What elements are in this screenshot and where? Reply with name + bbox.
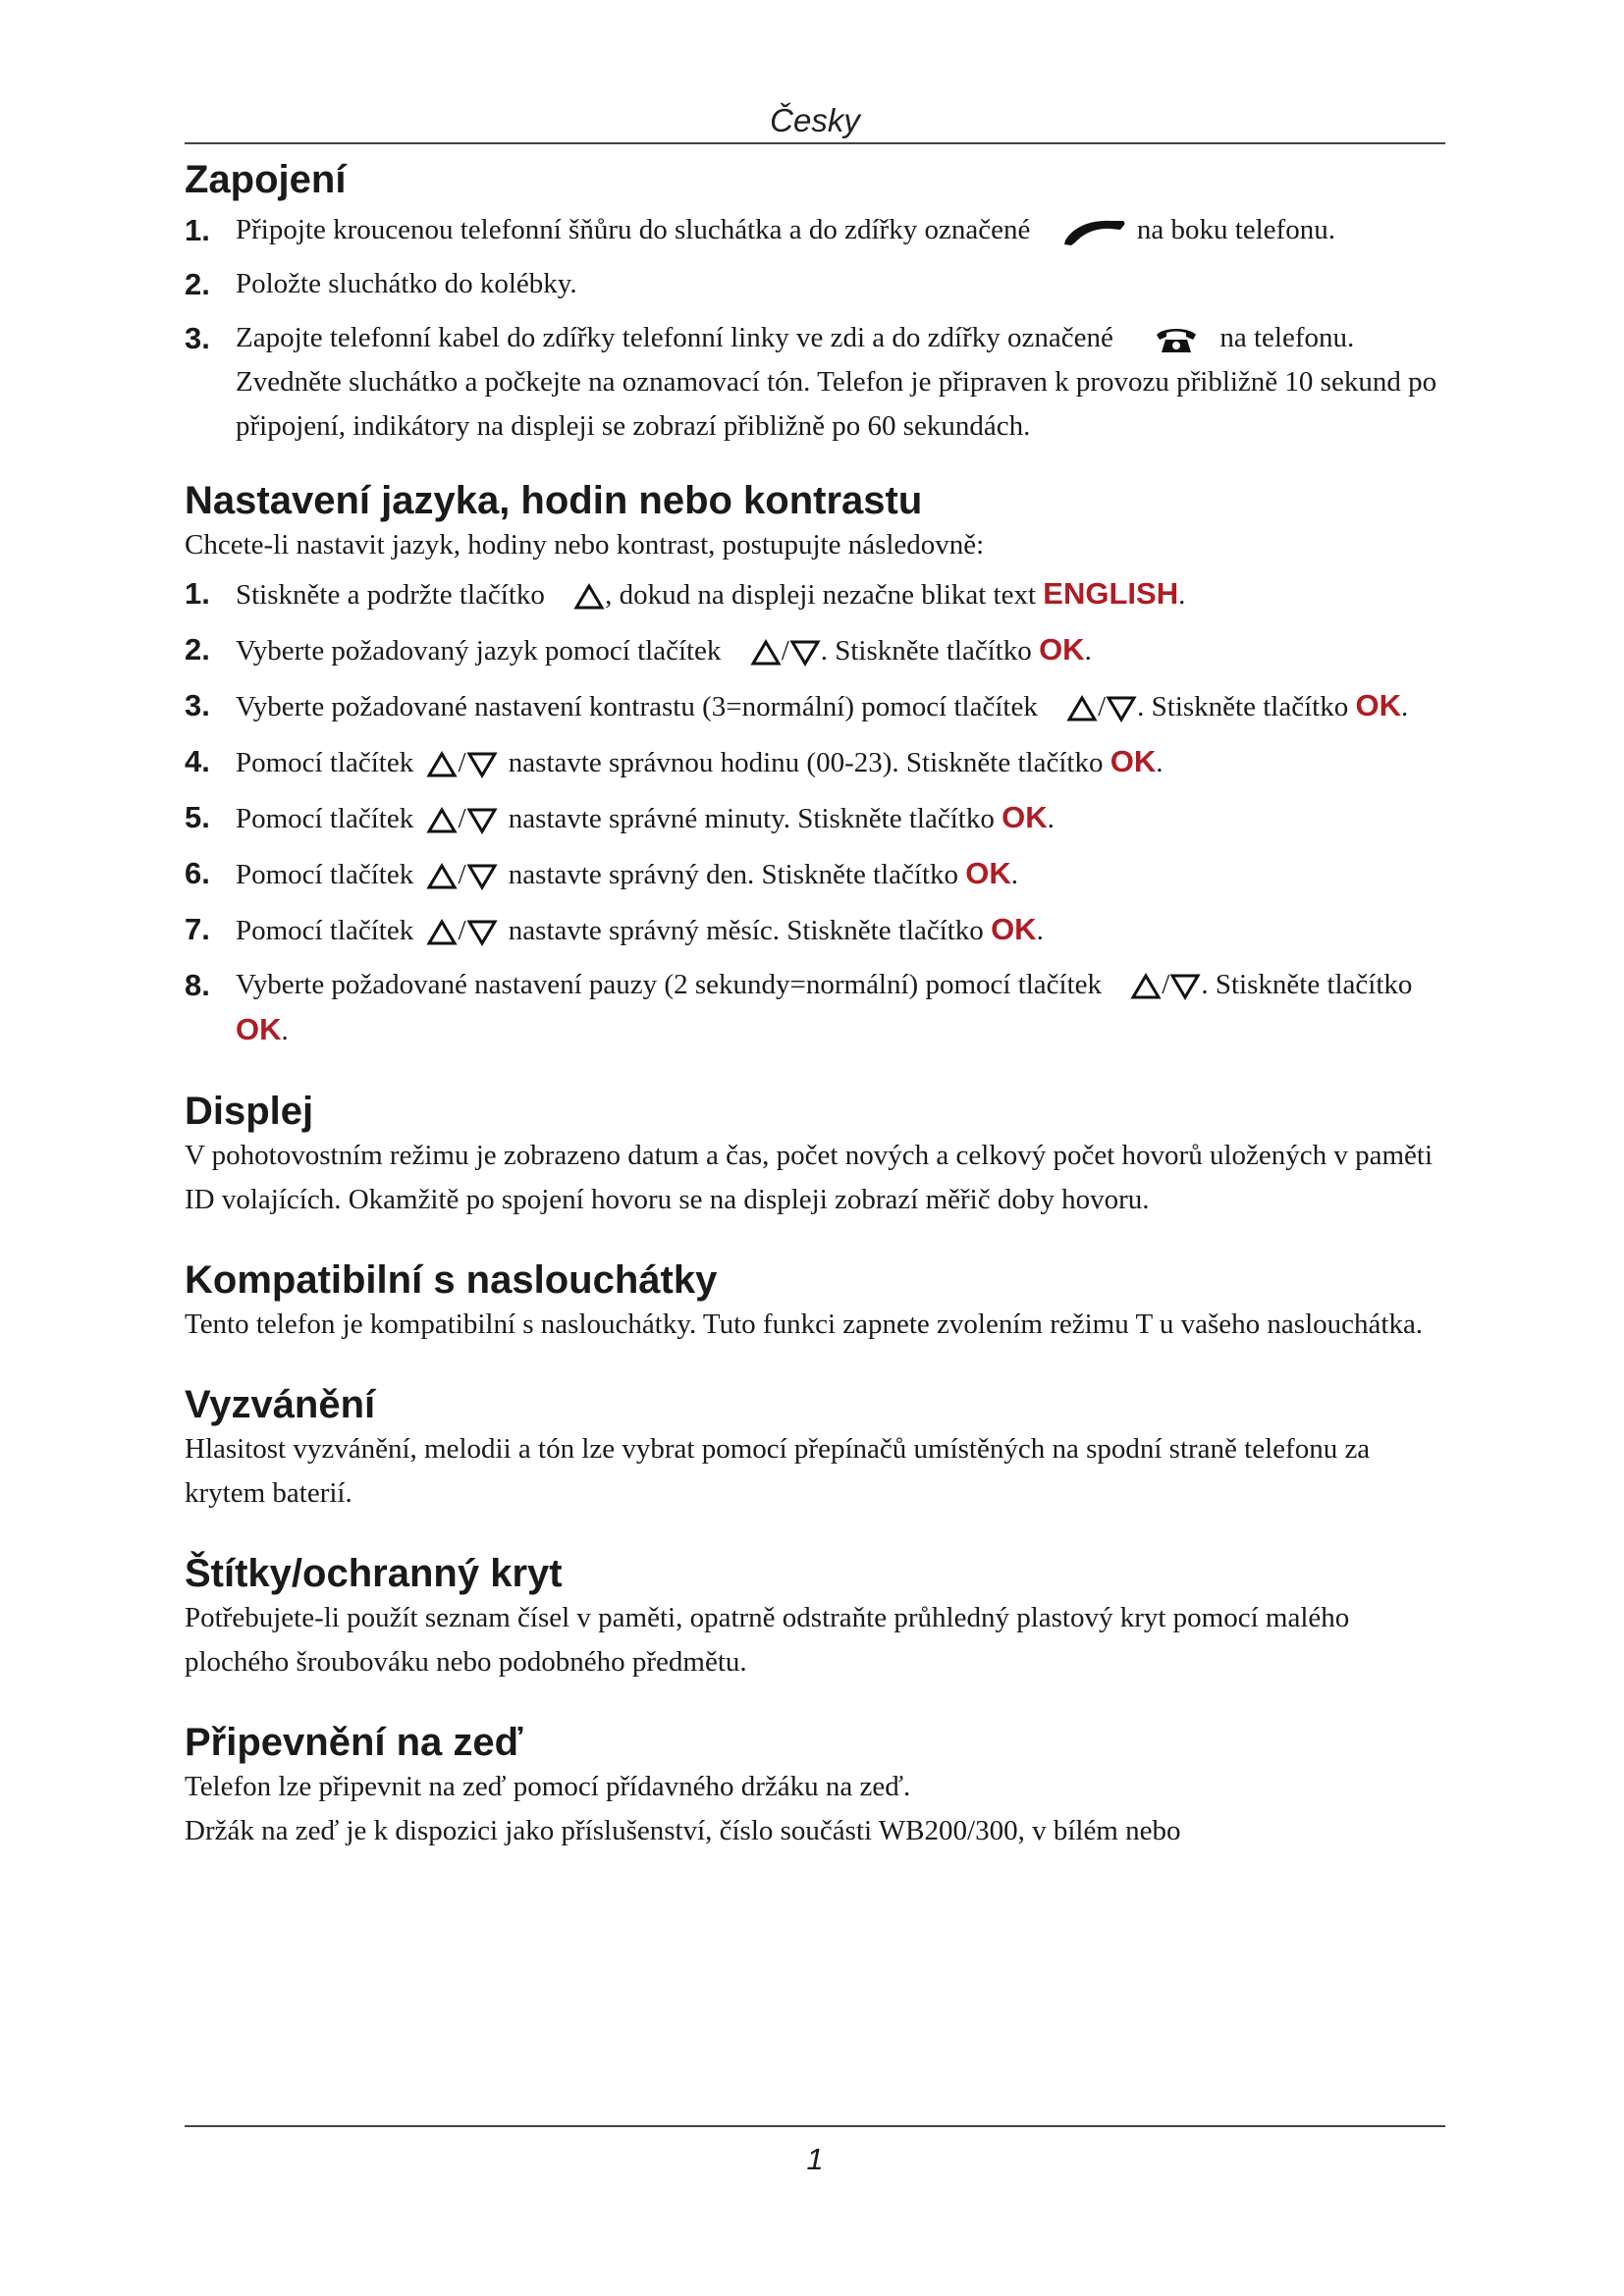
highlight-keyword: OK <box>236 1012 282 1046</box>
step-text-after: na telefonu. Zvedněte sluchátko a počkejte na oznamovací tón. Telefon je připraven k provozu přibližně 10 sekund po připojení, indikátory na displeji se zobrazí přibližně po 60 sekundách. <box>236 322 1437 442</box>
section-title: Připevnění na zeď <box>185 1721 523 1764</box>
step-text-a: Vyberte požadované nastavení pauzy (2 sekundy=normální) pomocí tlačítek <box>236 969 1103 1000</box>
step-text-b: nastavte správný měsíc. Stiskněte tlačítko <box>508 915 984 946</box>
list-item <box>185 907 1445 953</box>
section-text: Tento telefon je kompatibilní s naslouchátky. Tuto funkci zapnete zvolením režimu T u vašeho naslouchátka. <box>185 1308 1424 1340</box>
section-intro: Chcete-li nastavit jazyk, hodiny nebo kontrast, postupujte následovně: <box>185 529 985 561</box>
down-arrow-icon <box>1106 695 1137 722</box>
step-text <box>236 907 1445 953</box>
step-number: 3. <box>185 321 210 355</box>
section-kompatibilni <box>185 1257 1445 1347</box>
up-arrow-icon <box>426 863 458 890</box>
step-text-b: . Stiskněte tlačítko <box>1201 969 1413 1000</box>
section-displej <box>185 1089 1445 1222</box>
step-text-c: . <box>1084 635 1092 667</box>
up-arrow-icon <box>573 583 605 611</box>
step-text-c: . <box>281 1015 289 1046</box>
step-text-c: . <box>1036 915 1044 946</box>
step-text-a: Pomocí tlačítek <box>236 859 414 890</box>
section-title: Displej <box>185 1090 314 1133</box>
steps-list <box>185 571 1445 1053</box>
list-item <box>185 316 1445 449</box>
step-text-before: Zapojte telefonní kabel do zdířky telefonní linky ve zdi a do zdířky označené <box>236 322 1113 353</box>
section-text: V pohotovostním režimu je zobrazeno datum a čas, počet nových a celkový počet hovorů uložených v paměti ID volajících. Okamžitě po spojení hovoru se na displeji zobrazí měřič doby hovoru. <box>185 1140 1434 1215</box>
section-title: Kompatibilní s naslouchátky <box>185 1258 718 1302</box>
step-text <box>236 316 1445 449</box>
page-content <box>185 157 1445 1853</box>
step-text-c: . <box>1047 803 1055 834</box>
footer-rule <box>185 2125 1445 2127</box>
page-header-title: Česky <box>770 102 860 138</box>
phone-line-icon <box>1154 325 1199 354</box>
section-text: Hlasitost vyzvánění, melodii a tón lze vybrat pomocí přepínačů umístěných na spodní straně telefonu za krytem baterií. <box>185 1433 1371 1509</box>
highlight-keyword: OK <box>1001 800 1048 834</box>
list-item <box>185 262 1445 306</box>
section-text-line2: Držák na zeď je k dispozici jako příslušenství, číslo součásti WB200/300, v bílém nebo <box>185 1815 1181 1846</box>
step-text <box>236 963 1445 1053</box>
section-stitky <box>185 1551 1445 1684</box>
up-arrow-icon <box>1130 973 1162 1000</box>
highlight-keyword: OK <box>1355 688 1401 722</box>
step-number: 2. <box>185 632 210 667</box>
step-text-c: . <box>1178 579 1186 611</box>
step-text-a: Vyberte požadované nastavení kontrastu (3=normální) pomocí tlačítek <box>236 691 1038 722</box>
arrow-separator: / <box>781 635 789 667</box>
step-text-a: Pomocí tlačítek <box>236 747 414 778</box>
section-pripevneni <box>185 1720 1445 1853</box>
step-text <box>236 795 1445 841</box>
up-arrow-icon <box>426 751 458 778</box>
section-title: Zapojení <box>185 158 347 201</box>
section-text-line1: Telefon lze připevnit na zeď pomocí přídavného držáku na zeď. <box>185 1771 911 1802</box>
up-arrow-icon <box>1066 695 1098 722</box>
down-arrow-icon <box>466 919 498 946</box>
highlight-keyword: OK <box>1110 744 1157 778</box>
down-arrow-icon <box>466 751 498 778</box>
step-number: 8. <box>185 968 210 1002</box>
section-zapojeni <box>185 157 1445 449</box>
handset-icon <box>1059 217 1128 246</box>
down-arrow-icon <box>789 639 821 667</box>
highlight-keyword: ENGLISH <box>1043 576 1179 611</box>
section-title: Vyzvánění <box>185 1383 376 1426</box>
arrow-separator: / <box>1162 969 1170 1000</box>
step-text <box>236 627 1445 673</box>
step-number: 1. <box>185 576 210 611</box>
step-text-before: Připojte kroucenou telefonní šňůru do sluchátka a do zdířky označené <box>236 214 1031 245</box>
step-text-a: Stiskněte a podržte tlačítko <box>236 579 545 611</box>
arrow-separator: / <box>1098 691 1107 722</box>
step-text-a: Vyberte požadovaný jazyk pomocí tlačítek <box>236 635 722 667</box>
step-text-c: . <box>1156 747 1164 778</box>
section-title: Nastavení jazyka, hodin nebo kontrastu <box>185 479 923 522</box>
highlight-keyword: OK <box>965 856 1011 890</box>
step-text <box>236 739 1445 785</box>
step-text-after: na boku telefonu. <box>1136 214 1335 245</box>
section-vyzvaneni <box>185 1382 1445 1516</box>
down-arrow-icon <box>1169 973 1201 1000</box>
section-title: Štítky/ochranný kryt <box>185 1552 563 1595</box>
up-arrow-icon <box>426 807 458 834</box>
down-arrow-icon <box>466 807 498 834</box>
step-text <box>236 683 1445 729</box>
arrow-separator: / <box>458 915 466 946</box>
list-item <box>185 571 1445 617</box>
up-arrow-icon <box>426 919 458 946</box>
page <box>185 0 1445 2296</box>
step-text-c: . <box>1010 859 1019 890</box>
page-number: 1 <box>806 2142 824 2176</box>
highlight-keyword: OK <box>991 912 1037 946</box>
list-item <box>185 208 1445 252</box>
arrow-separator: / <box>458 803 466 834</box>
step-number: 5. <box>185 800 210 834</box>
section-nastaveni <box>185 478 1445 1053</box>
step-number: 7. <box>185 912 210 946</box>
step-text-b: . Stiskněte tlačítko <box>820 635 1032 667</box>
step-number: 6. <box>185 856 210 890</box>
section-text: Potřebujete-li použít seznam čísel v paměti, opatrně odstraňte průhledný plastový kryt pomocí malého plochého šroubováku nebo podobného předmětu. <box>185 1602 1350 1678</box>
step-text-b: , dokud na displeji nezačne blikat text <box>605 579 1037 611</box>
list-item <box>185 795 1445 841</box>
list-item <box>185 627 1445 673</box>
step-text-a: Pomocí tlačítek <box>236 803 414 834</box>
list-item <box>185 851 1445 897</box>
arrow-separator: / <box>458 859 466 890</box>
step-text <box>236 208 1445 252</box>
list-item <box>185 739 1445 785</box>
arrow-separator: / <box>458 747 466 778</box>
steps-list <box>185 208 1445 449</box>
step-number: 4. <box>185 744 210 778</box>
step-text-a: Pomocí tlačítek <box>236 915 414 946</box>
step-text-b: nastavte správný den. Stiskněte tlačítko <box>508 859 959 890</box>
down-arrow-icon <box>466 863 498 890</box>
step-text-b: nastavte správné minuty. Stiskněte tlačítko <box>508 803 995 834</box>
step-number: 1. <box>185 213 210 247</box>
step-number: 2. <box>185 267 210 301</box>
step-text-b: nastavte správnou hodinu (00-23). Stiskněte tlačítko <box>508 747 1104 778</box>
highlight-keyword: OK <box>1039 632 1085 667</box>
step-text: Položte sluchátko do kolébky. <box>236 268 577 299</box>
step-text-c: . <box>1400 691 1409 722</box>
step-number: 3. <box>185 688 210 722</box>
step-text-b: . Stiskněte tlačítko <box>1137 691 1349 722</box>
step-text <box>236 851 1445 897</box>
step-text <box>236 571 1445 617</box>
list-item <box>185 963 1445 1053</box>
header-rule <box>185 142 1445 144</box>
list-item <box>185 683 1445 729</box>
up-arrow-icon <box>750 639 782 667</box>
